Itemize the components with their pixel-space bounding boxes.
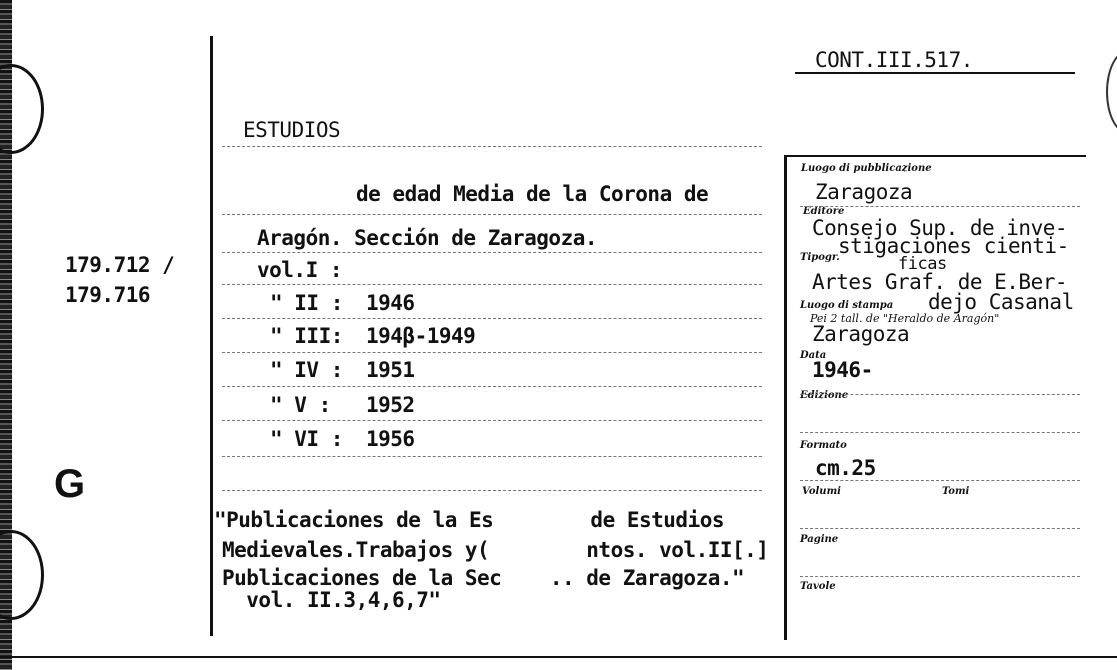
series-note-line: "Publicaciones de la Es de Estudios (214, 508, 725, 532)
punch-hole-top (0, 64, 44, 154)
guide-line (222, 420, 762, 421)
printer-line-1: Artes Graf. de E.Ber- (812, 270, 1068, 294)
accession-number-2: 179.716 (65, 283, 151, 307)
series-note-line: Medievales.Trabajos y( ntos. vol.II[.] (222, 538, 769, 562)
place-label: Luogo di pubblicazione (801, 163, 932, 174)
field-line (800, 432, 1080, 433)
guide-line (222, 386, 762, 387)
guide-line (222, 352, 762, 353)
punch-hole-right (1106, 50, 1117, 134)
volume-label: vol.I : (257, 258, 343, 282)
field-line (800, 206, 1080, 207)
guide-line (222, 252, 762, 253)
field-line (800, 480, 1080, 481)
guide-line (222, 318, 762, 319)
date-value: 1946- (812, 358, 873, 382)
place-value: Zaragoza (815, 180, 913, 204)
volumes-label: Volumi (802, 486, 841, 497)
volume-year: 1951 (366, 358, 415, 382)
volume-label: " II : (270, 291, 343, 315)
title-line-1: de edad Media de la Corona de (356, 182, 709, 206)
field-line (800, 394, 1080, 395)
publisher-label: Editore (803, 206, 845, 217)
print-place-note: Pei 2 tall. de "Heraldo de Aragón" (810, 312, 1000, 325)
format-label: Formato (800, 440, 847, 451)
right-panel-top-rule (786, 155, 1086, 157)
accession-number-1: 179.712 / (65, 253, 175, 277)
field-line (800, 528, 1080, 529)
series-note-line: Publicaciones de la Sec .. de Zaragoza." (222, 566, 745, 590)
guide-line (222, 490, 762, 491)
volume-label: " VI : (270, 427, 343, 451)
volume-year: 1946 (366, 291, 415, 315)
edition-label: Edizione (800, 390, 849, 401)
punch-hole-bottom (0, 530, 44, 620)
date-label: Data (800, 350, 827, 361)
volume-year: 1952 (366, 393, 415, 417)
publisher-line-2: stigaciones cienti- (838, 234, 1069, 258)
field-line (800, 576, 1080, 577)
card-bottom-edge (0, 656, 1117, 658)
right-panel-rule (784, 155, 787, 640)
guide-line (222, 284, 762, 285)
guide-line (222, 214, 762, 215)
volume-label: " V : (270, 393, 331, 417)
title-line-2: Aragón. Sección de Zaragoza. (257, 226, 598, 250)
volume-label: " IV : (270, 358, 343, 382)
series-note-line: vol. II.3,4,6,7" (222, 588, 441, 612)
volume-year: 1956 (366, 427, 415, 451)
class-letter: G (54, 462, 86, 506)
format-value: cm.25 (815, 456, 876, 480)
publisher-line-3: ficas (898, 254, 947, 274)
print-place-value: Zaragoza (812, 322, 910, 346)
guide-line (222, 146, 762, 147)
tomes-label: Tomi (942, 486, 970, 497)
call-number-underline (795, 72, 1075, 74)
left-margin-rule (210, 36, 213, 636)
volume-label: " III: (270, 324, 343, 348)
card-title: ESTUDIOS (243, 118, 341, 142)
pages-label: Pagine (800, 534, 839, 545)
volume-year: 194β-1949 (366, 324, 476, 348)
printer-label: Tipogr. (800, 252, 840, 263)
publisher-line-1: Consejo Sup. de inve- (812, 216, 1068, 240)
printer-line-2: dejo Casanal (928, 290, 1074, 314)
plates-label: Tavole (800, 581, 836, 592)
print-place-label: Luogo di stampa (800, 300, 894, 311)
call-number: CONT.III.517. (815, 48, 973, 72)
guide-line (222, 456, 762, 457)
